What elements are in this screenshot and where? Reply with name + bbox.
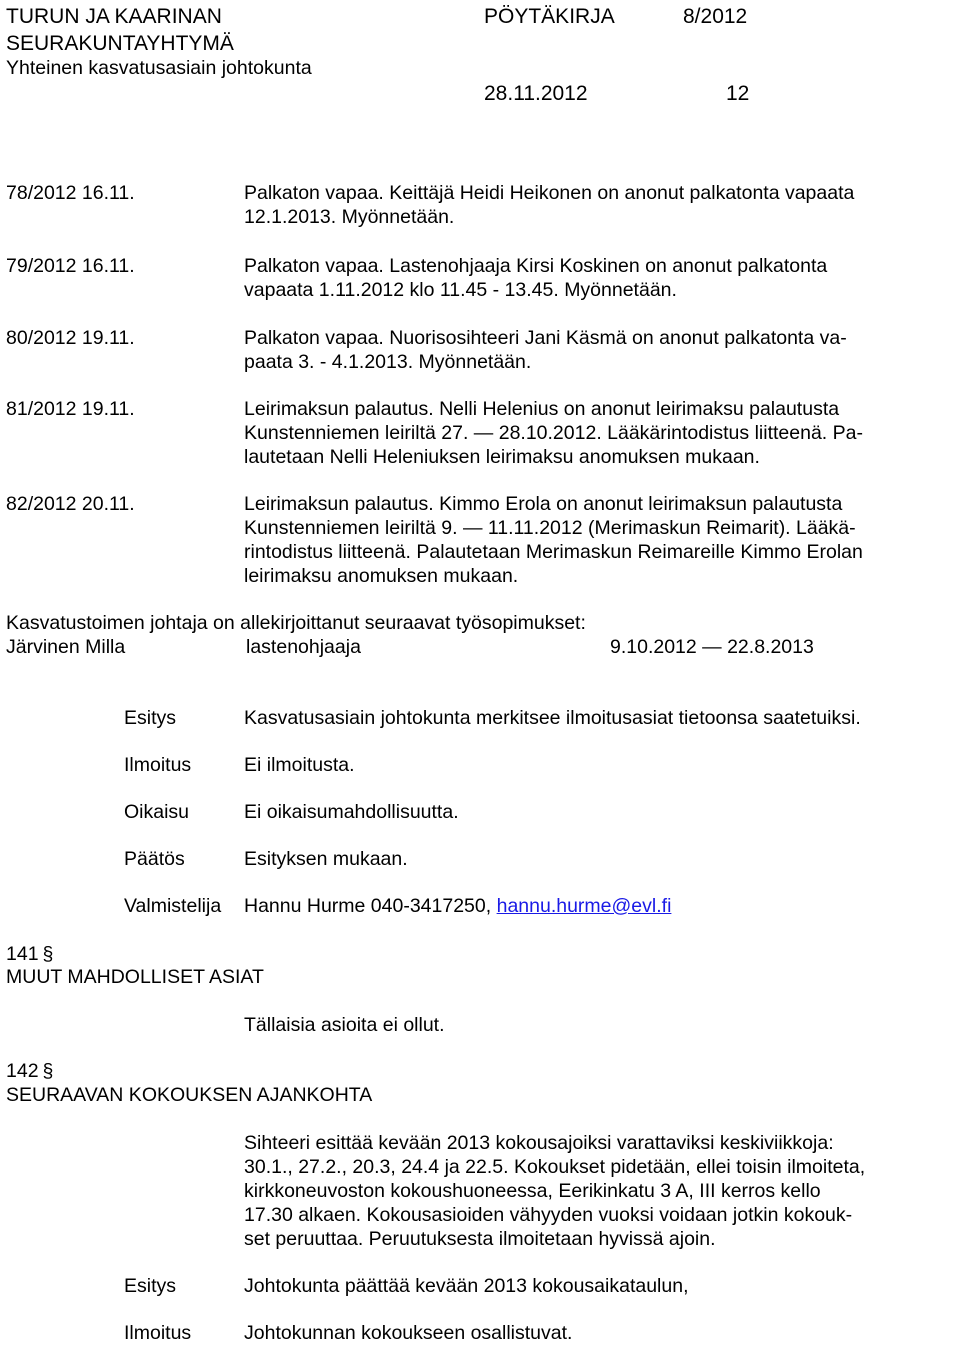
decision-label: Päätös: [124, 848, 185, 870]
section-141-body: Tällaisia asioita ei ollut.: [244, 1014, 445, 1036]
item-text-line: rintodistus liitteenä. Palautetaan Merimaskun Reimareille Kimmo Erolan: [244, 541, 863, 563]
org-name-line1: TURUN JA KAARINAN: [6, 5, 222, 28]
section-number: 141: [6, 943, 39, 965]
meeting-date: 28.11.2012: [484, 82, 588, 105]
notice-text: Johtokunnan kokoukseen osallistuvat.: [244, 1322, 573, 1344]
decision-text: Esityksen mukaan.: [244, 848, 408, 870]
item-id: 81/2012 19.11.: [6, 398, 135, 420]
section-141-number-line: [6, 942, 53, 966]
item-id: 78/2012 16.11.: [6, 182, 135, 204]
item-text-line: lautetaan Nelli Heleniuksen leirimaksu anomuksen mukaan.: [244, 446, 760, 468]
item-text-line: vapaata 1.11.2012 klo 11.45 - 13.45. Myönnetään.: [244, 279, 677, 301]
item-id: 79/2012 16.11.: [6, 255, 135, 277]
item-text-line: paata 3. - 4.1.2013. Myönnetään.: [244, 351, 532, 373]
decision-text: Ei oikaisumahdollisuutta.: [244, 801, 459, 823]
section-142-number-line: [6, 1059, 53, 1083]
doc-number: 8/2012: [683, 5, 748, 28]
preparer-email-link[interactable]: hannu.hurme@evl.fi: [496, 895, 672, 917]
item-text-line: Kunstenniemen leiriltä 27. — 28.10.2012. Lääkärintodistus liitteenä. Pa-: [244, 422, 863, 444]
preparer-label: Valmistelija: [124, 895, 222, 917]
proposal-text: Johtokunta päättää kevään 2013 kokousaikataulun,: [244, 1275, 689, 1297]
section-142-title: SEURAAVAN KOKOUKSEN AJANKOHTA: [6, 1084, 373, 1106]
item-text-line: Palkaton vapaa. Nuorisosihteeri Jani Käsmä on anonut palkatonta va-: [244, 327, 847, 349]
preparer-info: [244, 894, 671, 918]
item-text-line: Leirimaksun palautus. Kimmo Erola on anonut leirimaksun palautusta: [244, 493, 843, 515]
section-141-title: MUUT MAHDOLLISET ASIAT: [6, 966, 264, 988]
section-142-body-line: 30.1., 27.2., 20.3, 24.4 ja 22.5. Kokoukset pidetään, ellei toisin ilmoiteta,: [244, 1156, 866, 1178]
section-142-body-line: kirkkoneuvoston kokoushuoneessa, Eerikinkatu 3 A, III kerros kello: [244, 1180, 821, 1202]
contract-period: 9.10.2012 — 22.8.2013: [610, 636, 814, 658]
notice-label: Ilmoitus: [124, 1322, 192, 1344]
item-text-line: Kunstenniemen leiriltä 9. — 11.11.2012 (Merimaskun Reimarit). Lääkä-: [244, 517, 856, 539]
item-text-line: Palkaton vapaa. Keittäjä Heidi Heikonen on anonut palkatonta vapaata: [244, 182, 855, 204]
section-142-body-line: 17.30 alkaen. Kokousasioiden vähyyden vuoksi voidaan jotkin kokouk-: [244, 1204, 853, 1226]
decision-label: Esitys: [124, 707, 177, 729]
item-id: 82/2012 20.11.: [6, 493, 135, 515]
org-name-line2: SEURAKUNTAYHTYMÄ: [6, 32, 234, 55]
contract-role: lastenohjaaja: [246, 636, 361, 658]
section-symbol: §: [42, 1060, 54, 1082]
decision-text: Kasvatusasiain johtokunta merkitsee ilmoitusasiat tietoonsa saatetuiksi.: [244, 707, 861, 729]
decision-text: Ei ilmoitusta.: [244, 754, 355, 776]
decision-label: Oikaisu: [124, 801, 190, 823]
item-text-line: Leirimaksun palautus. Nelli Helenius on anonut leirimaksu palautusta: [244, 398, 840, 420]
preparer-text: Hannu Hurme 040-3417250,: [244, 895, 492, 917]
board-name: Yhteinen kasvatusasiain johtokunta: [6, 57, 312, 79]
section-142-body-line: set peruuttaa. Peruutuksesta ilmoitetaan hyvissä ajoin.: [244, 1228, 716, 1250]
decision-label: Ilmoitus: [124, 754, 192, 776]
section-number: 142: [6, 1060, 39, 1082]
doc-type: PÖYTÄKIRJA: [484, 5, 615, 28]
page-number: 12: [726, 82, 750, 105]
contracts-intro: Kasvatustoimen johtaja on allekirjoittanut seuraavat työsopimukset:: [6, 612, 586, 634]
item-text-line: leirimaksu anomuksen mukaan.: [244, 565, 519, 587]
proposal-label: Esitys: [124, 1275, 177, 1297]
item-text-line: Palkaton vapaa. Lastenohjaaja Kirsi Koskinen on anonut palkatonta: [244, 255, 828, 277]
section-symbol: §: [42, 943, 54, 965]
item-text-line: 12.1.2013. Myönnetään.: [244, 206, 455, 228]
section-142-body-line: Sihteeri esittää kevään 2013 kokousajoiksi varattaviksi keskiviikkoja:: [244, 1132, 834, 1154]
item-id: 80/2012 19.11.: [6, 327, 135, 349]
contract-name: Järvinen Milla: [6, 636, 126, 658]
